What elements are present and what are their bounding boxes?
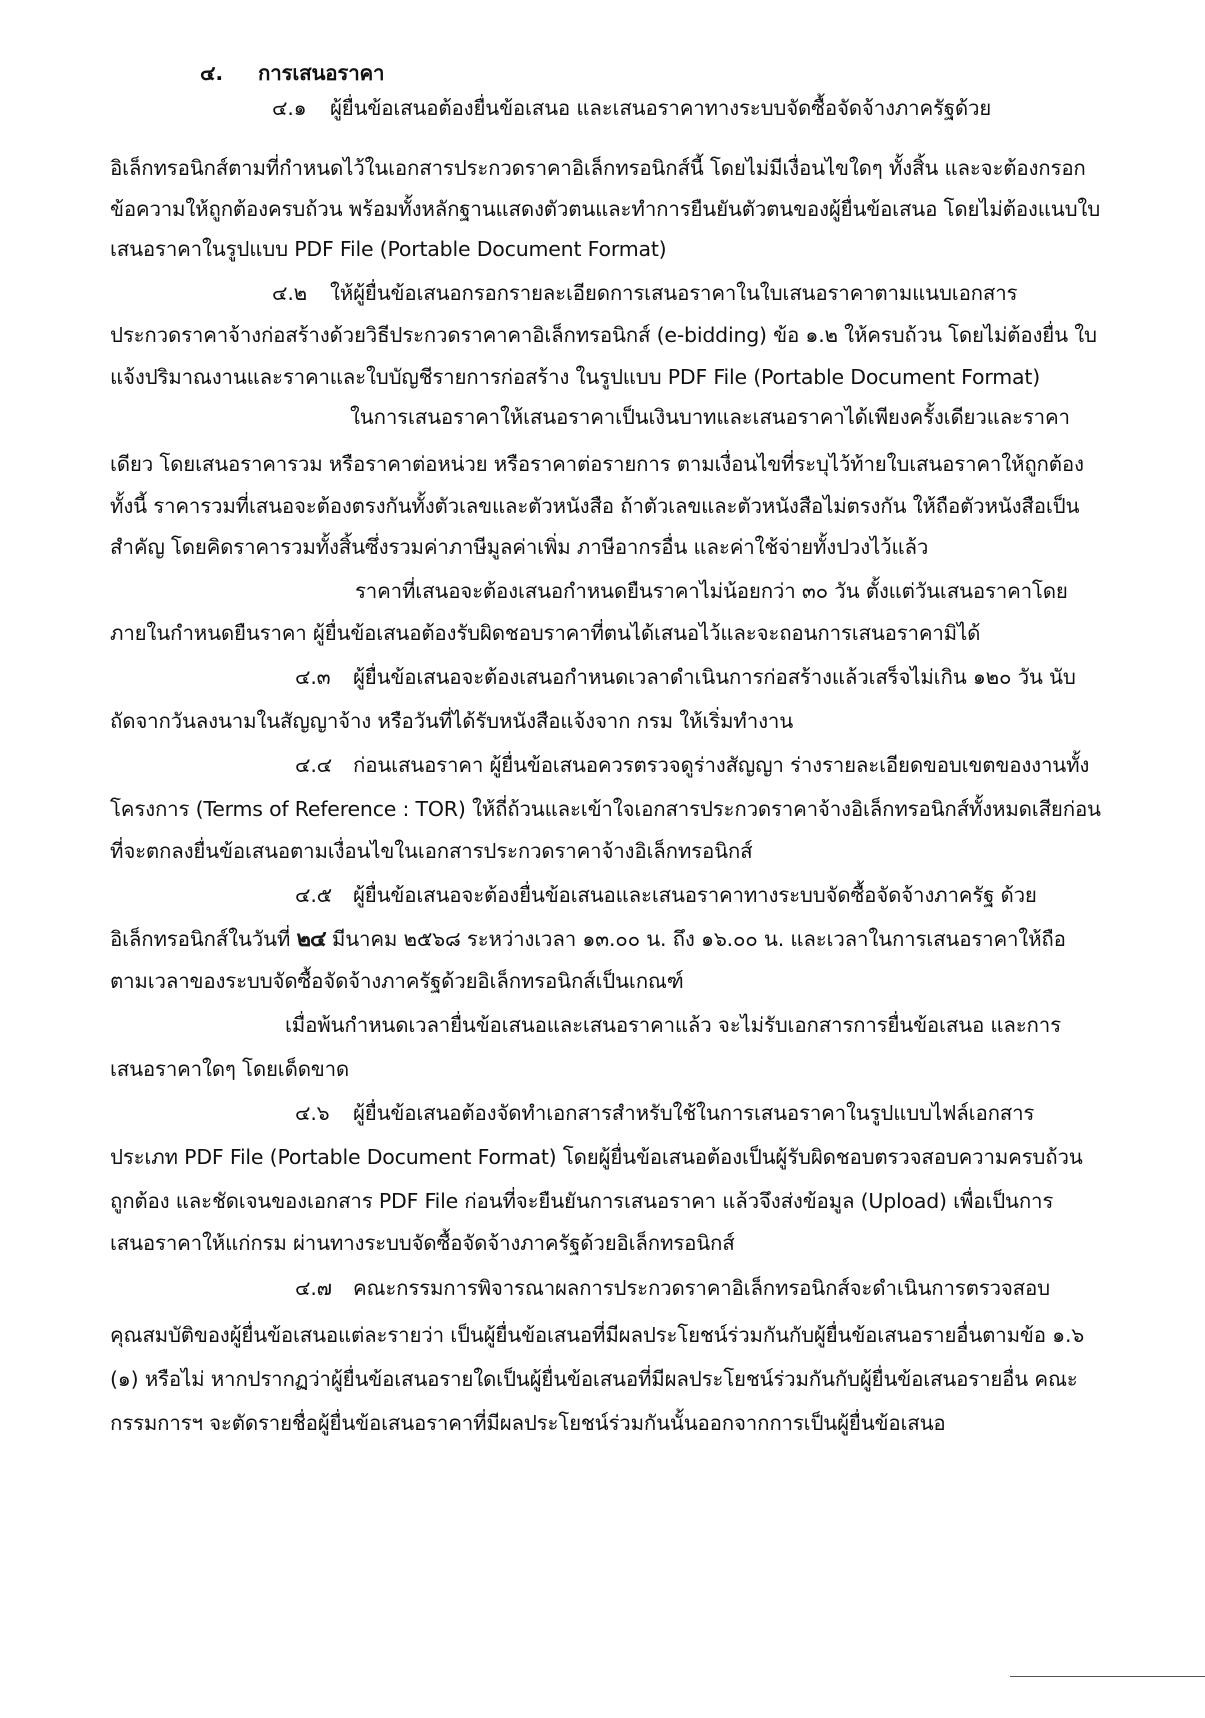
text-line: คณะกรรมการพิจารณาผลการประกวดราคาอิเล็กทรอนิกส์จะดำเนินการตรวจสอบ (353, 1276, 1050, 1300)
text-line: เมื่อพ้นกำหนดเวลายื่นข้อเสนอและเสนอราคาแล้ว จะไม่รับเอกสารการยื่นข้อเสนอ และการ (285, 1013, 1061, 1037)
clause-number-4-2: ๔.๒ (272, 281, 307, 305)
paragraph-4-2-line-1 (272, 280, 1017, 306)
clause-number-4-6: ๔.๖ (295, 1101, 330, 1125)
paragraph-4-1-line-1 (272, 95, 991, 121)
paragraph-4-3-line-1 (295, 664, 1076, 690)
page-edge-rule (1010, 1676, 1205, 1677)
section-title: การเสนอราคา (258, 61, 385, 85)
text-line: เดียว โดยเสนอราคารวม หรือราคาต่อหน่วย หรือราคาต่อรายการ ตามเงื่อนไขที่ระบุไว้ท้ายใบเสนอราคาให้ถูกต้อง (110, 452, 1084, 476)
paragraph-4-6-line-1 (295, 1100, 1034, 1126)
text-line: แจ้งปริมาณงานและราคาและใบบัญชีรายการก่อสร้าง ในรูปแบบ PDF File (Portable Document Format) (110, 365, 1040, 389)
clause-number-4-7: ๔.๗ (295, 1276, 332, 1300)
text-line: เสนอราคาให้แก่กรม ผ่านทางระบบจัดซื้อจัดจ้างภาครัฐด้วยอิเล็กทรอนิกส์ (110, 1231, 735, 1255)
text-line: โครงการ (Terms of Reference : TOR) ให้ถี่ถ้วนและเข้าใจเอกสารประกวดราคาจ้างอิเล็กทรอนิกส์ทั้งหมดเสียก่อน (110, 797, 1101, 821)
paragraph-4-4-line-1 (295, 752, 1089, 778)
text-line: (๑) หรือไม่ หากปรากฏว่าผู้ยื่นข้อเสนอรายใดเป็นผู้ยื่นข้อเสนอที่มีผลประโยชน์ร่วมกันกับผู้ยื่นข้อเสนอรายอื่น คณะ (110, 1367, 1078, 1391)
text-line: ข้อความให้ถูกต้องครบถ้วน พร้อมทั้งหลักฐานแสดงตัวตนและทำการยืนยันตัวตนของผู้ยื่นข้อเสนอ โดยไม่ต้องแนบใบ (110, 197, 1101, 221)
clause-number-4-1: ๔.๑ (272, 96, 307, 120)
text-line: ถัดจากวันลงนามในสัญญาจ้าง หรือวันที่ได้รับหนังสือแจ้งจาก กรม ให้เริ่มทำงาน (110, 709, 794, 733)
paragraph-4-5-line-1 (295, 882, 1037, 908)
text-line: ที่จะตกลงยื่นข้อเสนอตามเงื่อนไขในเอกสารประกวดราคาจ้างอิเล็กทรอนิกส์ (110, 839, 753, 863)
text-line: ภายในกำหนดยืนราคา ผู้ยื่นข้อเสนอต้องรับผิดชอบราคาที่ตนได้เสนอไว้และจะถอนการเสนอราคามิได้ (110, 621, 981, 645)
text-line: เสนอราคาในรูปแบบ PDF File (Portable Document Format) (110, 237, 667, 261)
text-line: ราคาที่เสนอจะต้องเสนอกำหนดยืนราคาไม่น้อยกว่า ๓๐ วัน ตั้งแต่วันเสนอราคาโดย (355, 579, 1068, 603)
paragraph-4-7-line-1 (295, 1275, 1050, 1301)
text-line: ผู้ยื่นข้อเสนอจะต้องยื่นข้อเสนอและเสนอราคาทางระบบจัดซื้อจัดจ้างภาครัฐ ด้วย (353, 883, 1037, 907)
text-line: กรรมการฯ จะตัดรายชื่อผู้ยื่นข้อเสนอราคาที่มีผลประโยชน์ร่วมกันนั้นออกจากการเป็นผู้ยื่นข้อเสนอ (110, 1411, 946, 1435)
text-line: ให้ผู้ยื่นข้อเสนอกรอกรายละเอียดการเสนอราคาในใบเสนอราคาตามแนบเอกสาร (330, 281, 1018, 305)
section-heading (200, 60, 384, 86)
clause-number-4-3: ๔.๓ (295, 665, 331, 689)
text-line: ก่อนเสนอราคา ผู้ยื่นข้อเสนอควรตรวจดูร่างสัญญา ร่างรายละเอียดขอบเขตของงานทั้ง (353, 753, 1090, 777)
text-fragment: มีนาคม ๒๕๖๘ ระหว่างเวลา ๑๓.๐๐ น. ถึง ๑๖.๐๐ น. และเวลาในการเสนอราคาให้ถือ (325, 927, 1066, 951)
text-line: สำคัญ โดยคิดราคารวมทั้งสิ้นซึ่งรวมค่าภาษีมูลค่าเพิ่ม ภาษีอากรอื่น และค่าใช้จ่ายทั้งปวงไว้แล้ว (110, 535, 929, 559)
text-fragment: อิเล็กทรอนิกส์ในวันที่ (110, 927, 297, 951)
handwritten-day: ๒๔ (296, 927, 326, 952)
text-line: ทั้งนี้ ราคารวมที่เสนอจะต้องตรงกันทั้งตัวเลขและตัวหนังสือ ถ้าตัวเลขและตัวหนังสือไม่ตรงกัน ให้ถือตัวหนังสือเป็น (110, 494, 1080, 518)
clause-number-4-5: ๔.๕ (295, 883, 332, 907)
text-line: ในการเสนอราคาให้เสนอราคาเป็นเงินบาทและเสนอราคาได้เพียงครั้งเดียวและราคา (350, 405, 1070, 429)
text-line: ถูกต้อง และชัดเจนของเอกสาร PDF File ก่อนที่จะยืนยันการเสนอราคา แล้วจึงส่งข้อมูล (Upload) เพื่อเป็นการ (110, 1189, 1054, 1213)
text-line: ผู้ยื่นข้อเสนอต้องจัดทำเอกสารสำหรับใช้ในการเสนอราคาในรูปแบบไฟล์เอกสาร (353, 1101, 1035, 1125)
text-line-with-date (110, 926, 1066, 953)
text-line: ผู้ยื่นข้อเสนอจะต้องเสนอกำหนดเวลาดำเนินการก่อสร้างแล้วเสร็จไม่เกิน ๑๒๐ วัน นับ (353, 665, 1076, 689)
text-line: อิเล็กทรอนิกส์ตามที่กำหนดไว้ในเอกสารประกวดราคาอิเล็กทรอนิกส์นี้ โดยไม่มีเงื่อนไขใดๆ ทั้งสิ้น และจะต้องกรอก (110, 156, 1086, 180)
text-line: คุณสมบัติของผู้ยื่นข้อเสนอแต่ละรายว่า เป็นผู้ยื่นข้อเสนอที่มีผลประโยชน์ร่วมกันกับผู้ยื่นข้อเสนอรายอื่นตามข้อ ๑.๖ (110, 1323, 1085, 1347)
text-line: ประกวดราคาจ้างก่อสร้างด้วยวิธีประกวดราคาคาอิเล็กทรอนิกส์ (e-bidding) ข้อ ๑.๒ ให้ครบถ้วน โดยไม่ต้องยื่น ใบ (110, 323, 1097, 347)
clause-number-4-4: ๔.๔ (295, 753, 332, 777)
section-number: ๔. (200, 61, 223, 85)
text-line: ผู้ยื่นข้อเสนอต้องยื่นข้อเสนอ และเสนอราคาทางระบบจัดซื้อจัดจ้างภาครัฐด้วย (330, 96, 992, 120)
text-line: ตามเวลาของระบบจัดซื้อจัดจ้างภาครัฐด้วยอิเล็กทรอนิกส์เป็นเกณฑ์ (110, 969, 684, 993)
text-line: เสนอราคาใดๆ โดยเด็ดขาด (110, 1057, 350, 1081)
text-line: ประเภท PDF File (Portable Document Format) โดยผู้ยื่นข้อเสนอต้องเป็นผู้รับผิดชอบตรวจสอบความครบถ้วน (110, 1145, 1083, 1169)
